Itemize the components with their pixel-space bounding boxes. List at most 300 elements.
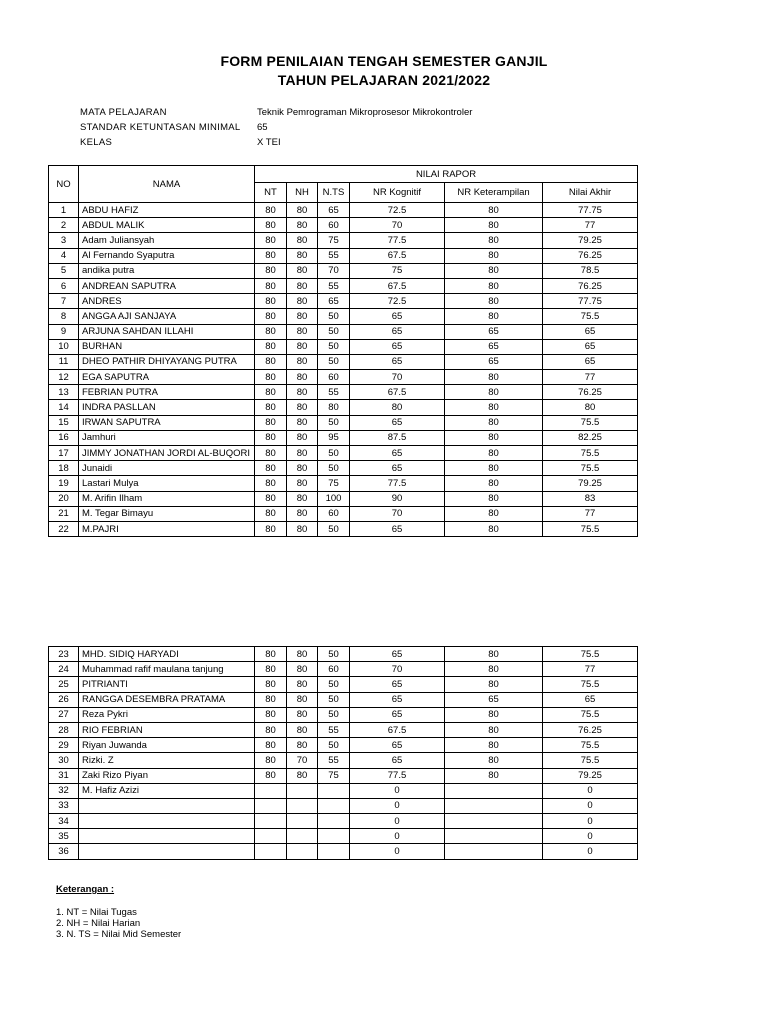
nh-value: 80 [287,354,318,369]
nh-value: 80 [287,647,318,662]
nilai-akhir-value: 75.5 [543,446,638,461]
row-no: 26 [49,692,79,707]
kognitif-value: 80 [350,400,445,415]
student-name: EGA SAPUTRA [79,370,255,385]
keterampilan-value: 80 [445,677,543,692]
student-name: Junaidi [79,461,255,476]
row-no: 35 [49,829,79,844]
nts-value [318,783,350,798]
keterampilan-value: 80 [445,446,543,461]
kognitif-value: 65 [350,521,445,536]
nt-value: 80 [255,753,287,768]
student-name: Riyan Juwanda [79,738,255,753]
info-label: STANDAR KETUNTASAN MINIMAL [80,122,241,133]
nts-value: 70 [318,263,350,278]
info-label: MATA PELAJARAN [80,107,167,118]
nilai-akhir-value: 75.5 [543,415,638,430]
nh-value: 80 [287,294,318,309]
nt-value: 80 [255,476,287,491]
student-name: Rizki. Z [79,753,255,768]
row-no: 21 [49,506,79,521]
nt-value: 80 [255,278,287,293]
nt-value: 80 [255,339,287,354]
student-name: IRWAN SAPUTRA [79,415,255,430]
kognitif-value: 65 [350,738,445,753]
keterampilan-value: 80 [445,294,543,309]
table-row [49,647,638,662]
nh-value: 80 [287,461,318,476]
nt-value: 80 [255,647,287,662]
nh-value: 80 [287,248,318,263]
row-no: 3 [49,233,79,248]
table-row [49,233,638,248]
keterampilan-value: 65 [445,354,543,369]
table-row [49,430,638,445]
student-name [79,798,255,813]
kognitif-value: 65 [350,339,445,354]
nt-value: 80 [255,263,287,278]
nilai-akhir-value: 79.25 [543,768,638,783]
student-name: M. Arifin Ilham [79,491,255,506]
keterampilan-value: 80 [445,521,543,536]
nts-value: 100 [318,491,350,506]
kognitif-value: 67.5 [350,385,445,400]
table-row [49,461,638,476]
nt-value: 80 [255,415,287,430]
nt-value: 80 [255,324,287,339]
keterampilan-value: 80 [445,385,543,400]
nilai-akhir-value: 65 [543,324,638,339]
kognitif-value: 65 [350,753,445,768]
nh-value: 80 [287,430,318,445]
kognitif-value: 0 [350,783,445,798]
keterampilan-value: 80 [445,248,543,263]
nh-value [287,844,318,859]
nts-value: 50 [318,707,350,722]
nh-value [287,829,318,844]
keterampilan-value: 80 [445,722,543,737]
keterampilan-value: 80 [445,430,543,445]
nts-value: 55 [318,248,350,263]
info-value: X TEI [257,137,281,148]
row-no: 28 [49,722,79,737]
nts-value: 50 [318,446,350,461]
kognitif-value: 87.5 [350,430,445,445]
info-row-subject [80,105,472,120]
nh-value: 80 [287,677,318,692]
student-name: FEBRIAN PUTRA [79,385,255,400]
nts-value: 50 [318,415,350,430]
form-title: FORM PENILAIAN TENGAH SEMESTER GANJIL [220,53,548,69]
nh-value: 80 [287,415,318,430]
kognitif-value: 77.5 [350,768,445,783]
keterampilan-value: 80 [445,218,543,233]
table-row [49,783,638,798]
nt-value: 80 [255,707,287,722]
row-no: 19 [49,476,79,491]
nts-value: 50 [318,309,350,324]
nilai-akhir-value: 76.25 [543,722,638,737]
kognitif-value: 65 [350,309,445,324]
nilai-akhir-value: 83 [543,491,638,506]
nt-value: 80 [255,233,287,248]
student-name: INDRA PASLLAN [79,400,255,415]
kognitif-value: 0 [350,798,445,813]
kognitif-value: 72.5 [350,294,445,309]
nt-value: 80 [255,461,287,476]
student-name: RIO FEBRIAN [79,722,255,737]
row-no: 12 [49,370,79,385]
row-no: 31 [49,768,79,783]
nh-value: 80 [287,476,318,491]
keterampilan-value [445,798,543,813]
student-name: andika putra [79,263,255,278]
header-no: NO [49,166,79,203]
nt-value: 80 [255,692,287,707]
student-name: ANDRES [79,294,255,309]
grades-table-part2 [48,646,638,860]
header-keterampilan: NR Keterampilan [445,183,543,203]
nt-value: 80 [255,491,287,506]
nts-value: 50 [318,324,350,339]
keterampilan-value: 65 [445,692,543,707]
nh-value: 80 [287,370,318,385]
row-no: 15 [49,415,79,430]
student-name: ARJUNA SAHDAN ILLAHI [79,324,255,339]
table-row [49,339,638,354]
nts-value: 50 [318,692,350,707]
nts-value: 80 [318,400,350,415]
nts-value: 75 [318,768,350,783]
kognitif-value: 0 [350,829,445,844]
nts-value: 55 [318,753,350,768]
student-name: BURHAN [79,339,255,354]
kognitif-value: 0 [350,844,445,859]
nilai-akhir-value: 0 [543,829,638,844]
nilai-akhir-value: 0 [543,783,638,798]
table-row [49,309,638,324]
row-no: 36 [49,844,79,859]
table-row [49,248,638,263]
nh-value: 80 [287,309,318,324]
keterampilan-value [445,783,543,798]
row-no: 29 [49,738,79,753]
keterampilan-value: 80 [445,738,543,753]
nts-value: 60 [318,218,350,233]
table-row [49,446,638,461]
table-row [49,415,638,430]
kognitif-value: 75 [350,263,445,278]
keterampilan-value: 80 [445,203,543,218]
nh-value: 80 [287,339,318,354]
nilai-akhir-value: 77 [543,506,638,521]
nt-value: 80 [255,430,287,445]
student-name: DHEO PATHIR DHIYAYANG PUTRA [79,354,255,369]
nilai-akhir-value: 0 [543,814,638,829]
nts-value: 55 [318,278,350,293]
nilai-akhir-value: 77.75 [543,203,638,218]
nilai-akhir-value: 79.25 [543,476,638,491]
nts-value: 50 [318,647,350,662]
keterampilan-value: 80 [445,278,543,293]
kognitif-value: 90 [350,491,445,506]
keterampilan-value: 80 [445,707,543,722]
kognitif-value: 65 [350,692,445,707]
header-akhir: Nilai Akhir [543,183,638,203]
nt-value: 80 [255,370,287,385]
kognitif-value: 65 [350,324,445,339]
nts-value: 50 [318,738,350,753]
table-row [49,707,638,722]
nilai-akhir-value: 0 [543,844,638,859]
keterampilan-value: 80 [445,461,543,476]
nt-value [255,844,287,859]
nh-value: 80 [287,738,318,753]
kognitif-value: 65 [350,677,445,692]
row-no: 8 [49,309,79,324]
nh-value: 80 [287,324,318,339]
table-row [49,829,638,844]
nt-value [255,798,287,813]
nilai-akhir-value: 75.5 [543,309,638,324]
keterampilan-value: 80 [445,662,543,677]
row-no: 27 [49,707,79,722]
student-name: M. Tegar Bimayu [79,506,255,521]
nt-value [255,814,287,829]
nh-value: 80 [287,692,318,707]
nt-value: 80 [255,677,287,692]
student-name: Reza Pykri [79,707,255,722]
nt-value: 80 [255,203,287,218]
nt-value: 80 [255,309,287,324]
nts-value [318,814,350,829]
table-row [49,692,638,707]
nh-value: 80 [287,662,318,677]
nh-value: 80 [287,400,318,415]
keterangan-item: 3. N. TS = Nilai Mid Semester [56,929,182,940]
info-row-class [80,135,472,150]
keterampilan-value: 80 [445,233,543,248]
nh-value: 80 [287,768,318,783]
student-name [79,829,255,844]
student-name: ABDU HAFIZ [79,203,255,218]
nt-value [255,783,287,798]
keterangan-title: Keterangan : [56,884,115,895]
table-row [49,324,638,339]
keterangan-item: 2. NH = Nilai Harian [56,918,141,929]
keterampilan-value [445,844,543,859]
student-name: ANGGA AJI SANJAYA [79,309,255,324]
nilai-akhir-value: 0 [543,798,638,813]
kognitif-value: 65 [350,354,445,369]
info-value: 65 [257,122,268,133]
nh-value: 80 [287,203,318,218]
row-no: 30 [49,753,79,768]
nts-value: 50 [318,354,350,369]
keterampilan-value: 80 [445,647,543,662]
nts-value: 75 [318,476,350,491]
nilai-akhir-value: 77.75 [543,294,638,309]
student-name: RANGGA DESEMBRA PRATAMA [79,692,255,707]
kognitif-value: 70 [350,662,445,677]
table-row [49,400,638,415]
row-no: 7 [49,294,79,309]
table-row [49,294,638,309]
row-no: 22 [49,521,79,536]
kognitif-value: 77.5 [350,476,445,491]
nilai-akhir-value: 77 [543,662,638,677]
header-kognitif: NR Kognitif [350,183,445,203]
nts-value: 95 [318,430,350,445]
table-row [49,278,638,293]
nilai-akhir-value: 65 [543,354,638,369]
kognitif-value: 72.5 [350,203,445,218]
form-subtitle: TAHUN PELAJARAN 2021/2022 [277,72,491,88]
nt-value: 80 [255,722,287,737]
keterampilan-value: 80 [445,491,543,506]
row-no: 9 [49,324,79,339]
nt-value: 80 [255,521,287,536]
row-no: 2 [49,218,79,233]
row-no: 18 [49,461,79,476]
kognitif-value: 70 [350,218,445,233]
nilai-akhir-value: 77 [543,218,638,233]
nts-value [318,844,350,859]
student-name: Muhammad rafif maulana tanjung [79,662,255,677]
row-no: 20 [49,491,79,506]
nh-value: 80 [287,263,318,278]
student-name: Zaki Rizo Piyan [79,768,255,783]
student-name: MHD. SIDIQ HARYADI [79,647,255,662]
nts-value: 65 [318,203,350,218]
student-name: ANDREAN SAPUTRA [79,278,255,293]
nt-value: 80 [255,385,287,400]
info-row-kkm [80,120,472,135]
nilai-akhir-value: 65 [543,339,638,354]
keterampilan-value: 65 [445,324,543,339]
keterampilan-value [445,814,543,829]
kognitif-value: 65 [350,647,445,662]
nilai-akhir-value: 75.5 [543,707,638,722]
nilai-akhir-value: 76.25 [543,278,638,293]
nh-value [287,798,318,813]
nt-value: 80 [255,738,287,753]
keterampilan-value: 80 [445,400,543,415]
nt-value: 80 [255,400,287,415]
row-no: 5 [49,263,79,278]
nh-value: 80 [287,218,318,233]
keterampilan-value: 80 [445,476,543,491]
table-row [49,370,638,385]
nh-value [287,783,318,798]
student-name: Lastari Mulya [79,476,255,491]
student-name [79,844,255,859]
row-no: 24 [49,662,79,677]
table-row [49,521,638,536]
row-no: 34 [49,814,79,829]
header-nilai-rapor: NILAI RAPOR [255,166,638,183]
row-no: 6 [49,278,79,293]
nilai-akhir-value: 75.5 [543,647,638,662]
kognitif-value: 77.5 [350,233,445,248]
keterangan-block [56,884,181,940]
kognitif-value: 65 [350,415,445,430]
row-no: 13 [49,385,79,400]
table-row [49,385,638,400]
table-row [49,677,638,692]
keterampilan-value [445,829,543,844]
header-nt: NT [255,183,287,203]
nts-value: 60 [318,506,350,521]
student-name [79,814,255,829]
nt-value [255,829,287,844]
nh-value [287,814,318,829]
nilai-akhir-value: 76.25 [543,385,638,400]
nilai-akhir-value: 75.5 [543,461,638,476]
nt-value: 80 [255,662,287,677]
nh-value: 70 [287,753,318,768]
nh-value: 80 [287,446,318,461]
nt-value: 80 [255,354,287,369]
nts-value: 55 [318,722,350,737]
row-no: 1 [49,203,79,218]
info-block [80,105,472,150]
nts-value: 50 [318,677,350,692]
keterampilan-value: 80 [445,768,543,783]
nilai-akhir-value: 75.5 [543,677,638,692]
keterampilan-value: 80 [445,506,543,521]
nts-value: 55 [318,385,350,400]
nilai-akhir-value: 75.5 [543,753,638,768]
row-no: 14 [49,400,79,415]
table-row [49,722,638,737]
table-row [49,506,638,521]
nh-value: 80 [287,278,318,293]
kognitif-value: 67.5 [350,248,445,263]
table-row [49,263,638,278]
nts-value: 75 [318,233,350,248]
table-row [49,218,638,233]
kognitif-value: 70 [350,506,445,521]
kognitif-value: 65 [350,461,445,476]
table-row [49,203,638,218]
row-no: 33 [49,798,79,813]
row-no: 11 [49,354,79,369]
keterangan-item: 1. NT = Nilai Tugas [56,907,137,918]
nts-value [318,798,350,813]
nh-value: 80 [287,385,318,400]
table-row [49,354,638,369]
keterampilan-value: 65 [445,339,543,354]
table-row [49,768,638,783]
student-name: PITRIANTI [79,677,255,692]
keterampilan-value: 80 [445,753,543,768]
row-no: 16 [49,430,79,445]
nh-value: 80 [287,707,318,722]
row-no: 25 [49,677,79,692]
nt-value: 80 [255,248,287,263]
nts-value: 60 [318,370,350,385]
nilai-akhir-value: 82.25 [543,430,638,445]
student-name: JIMMY JONATHAN JORDI AL-BUQORI [79,446,255,461]
row-no: 17 [49,446,79,461]
nh-value: 80 [287,491,318,506]
student-name: M. Hafiz Azizi [79,783,255,798]
student-name: Jamhuri [79,430,255,445]
nt-value: 80 [255,218,287,233]
nilai-akhir-value: 75.5 [543,521,638,536]
table-row [49,798,638,813]
